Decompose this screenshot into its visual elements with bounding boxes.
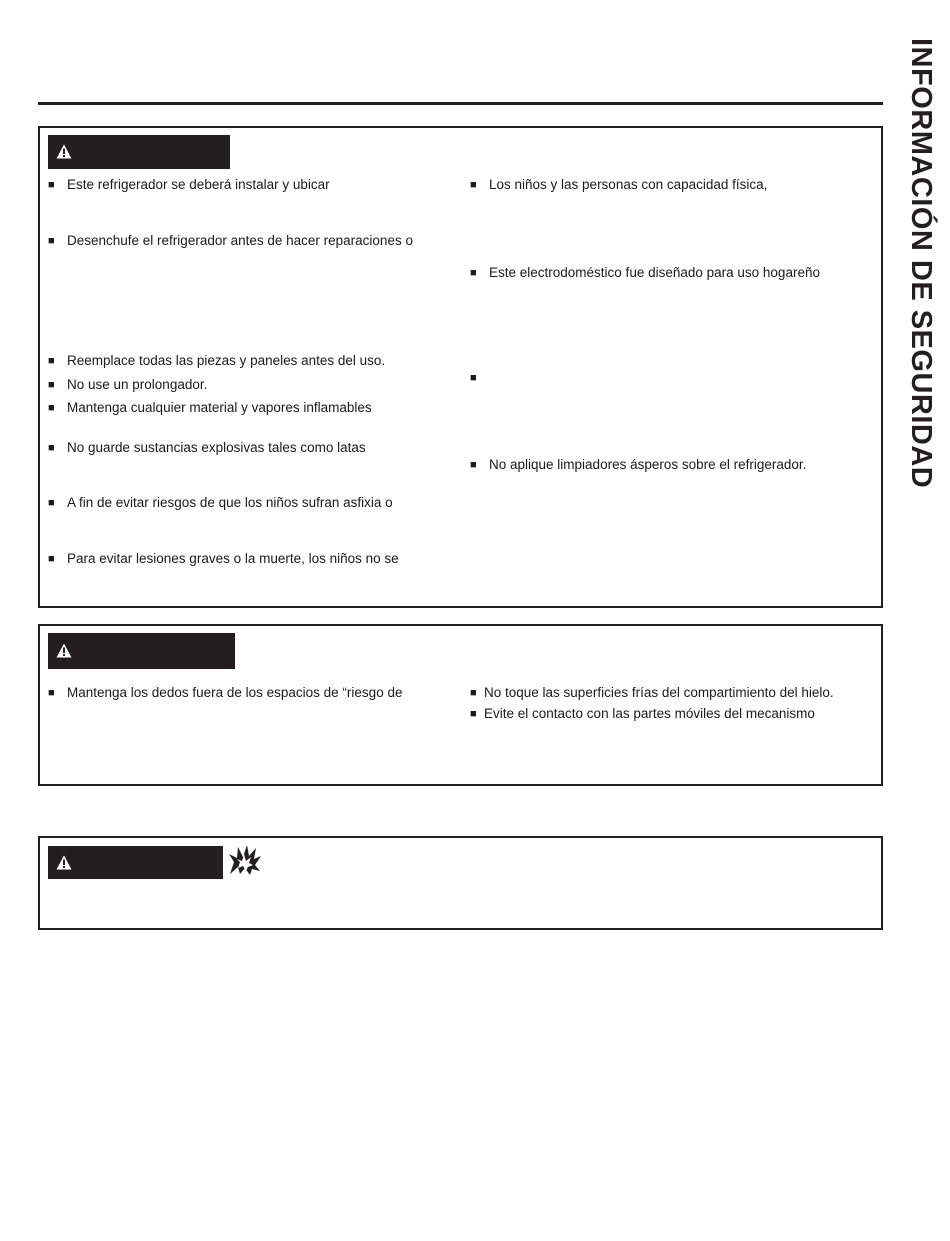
list-item: ■ No use un prolongador.	[48, 377, 208, 392]
warning-triangle-icon	[56, 643, 72, 658]
explosion-icon	[228, 844, 262, 876]
list-item: ■ Mantenga los dedos fuera de los espacios de “riesgo de	[48, 685, 403, 700]
warning-box	[38, 126, 883, 608]
list-item: ■ Desenchufe el refrigerador antes de hacer reparaciones o	[48, 233, 413, 248]
side-section-title: INFORMACIÓN DE SEGURIDAD	[905, 38, 937, 489]
list-item: ■	[470, 372, 477, 384]
top-rule	[38, 102, 883, 105]
warning-banner	[48, 135, 230, 169]
list-item: ■ Este electrodoméstico fue diseñado para uso hogareño	[470, 265, 820, 280]
list-item: ■ Evite el contacto con las partes móviles del mecanismo	[470, 706, 815, 721]
warning-triangle-icon	[56, 855, 72, 870]
list-item: ■ Mantenga cualquier material y vapores inflamables	[48, 400, 372, 415]
caution-box	[38, 624, 883, 786]
list-item: ■ Para evitar lesiones graves o la muerte, los niños no se	[48, 551, 399, 566]
explosion-warning-box	[38, 836, 883, 930]
list-item: ■ No toque las superficies frías del compartimiento del hielo.	[470, 685, 834, 700]
list-item: ■ No guarde sustancias explosivas tales como latas	[48, 440, 366, 455]
list-item: ■ Reemplace todas las piezas y paneles antes del uso.	[48, 353, 386, 368]
warning-triangle-icon	[56, 144, 72, 159]
explosion-warning-banner	[48, 846, 223, 879]
list-item: ■ Este refrigerador se deberá instalar y ubicar	[48, 177, 330, 192]
list-item: ■ Los niños y las personas con capacidad física,	[470, 177, 768, 192]
list-item: ■ No aplique limpiadores ásperos sobre el refrigerador.	[470, 457, 807, 472]
caution-banner	[48, 633, 235, 669]
list-item: ■ A fin de evitar riesgos de que los niños sufran asfixia o	[48, 495, 393, 510]
